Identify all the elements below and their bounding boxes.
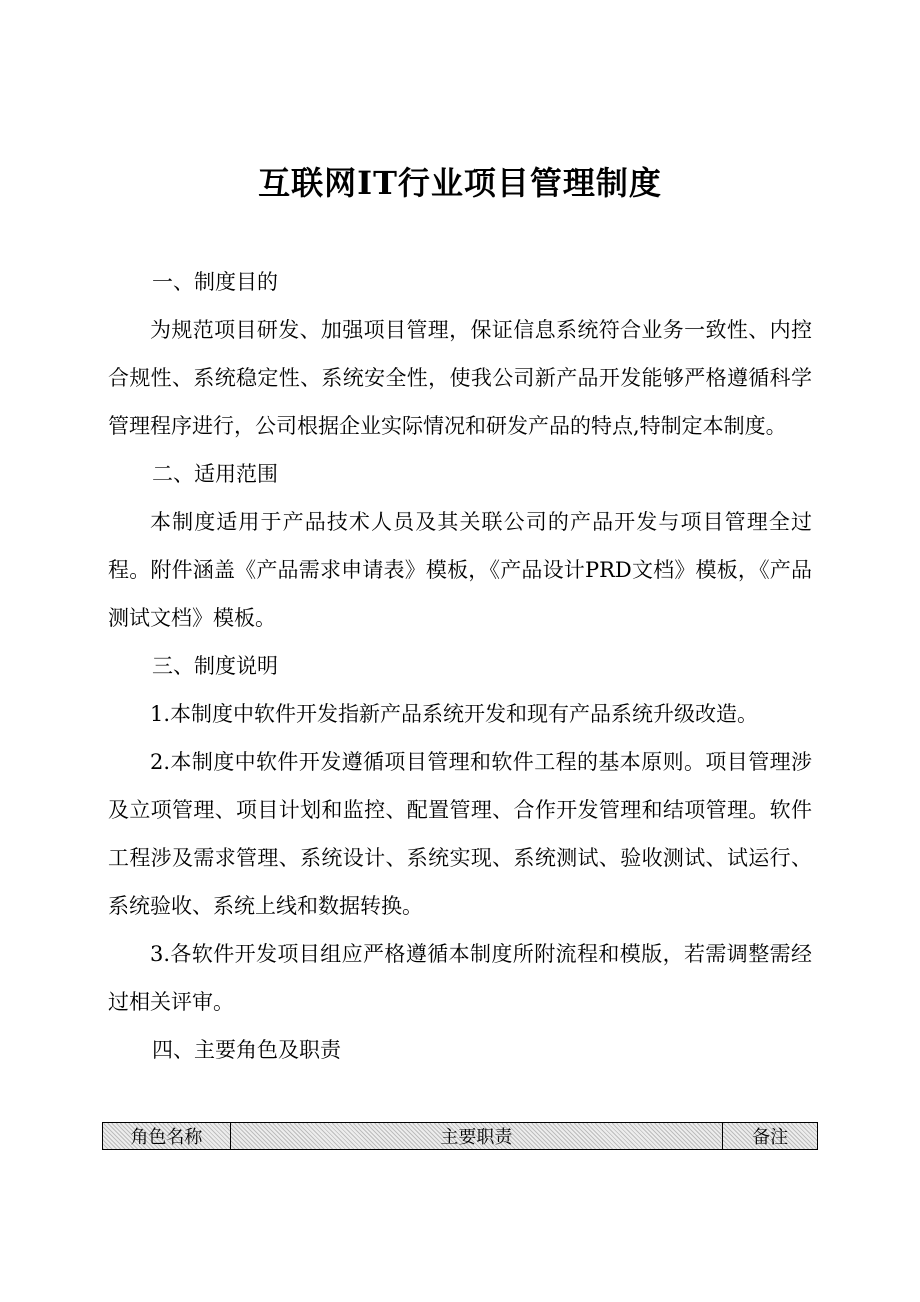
header-remarks: 备注	[723, 1123, 818, 1150]
roles-table	[102, 1122, 818, 1150]
paragraph-item-3: 3.各软件开发项目组应严格遵循本制度所附流程和模版，若需调整需经过相关评审。	[108, 942, 812, 1014]
document-title: 互联网IT行业项目管理制度	[258, 164, 662, 202]
paragraph-scope: 本制度适用于产品技术人员及其关联公司的产品开发与项目管理全过程。附件涵盖《产品需求申请表》模板，《产品设计PRD文档》模板，《产品测试文档》模板。	[108, 510, 812, 630]
section-heading-description: 三、制度说明	[152, 654, 278, 678]
section-heading-purpose: 一、制度目的	[152, 270, 278, 294]
section-heading-roles: 四、主要角色及职责	[152, 1038, 341, 1062]
roles-table-header-row	[103, 1123, 818, 1150]
document-body	[108, 258, 812, 1074]
header-main-duties: 主要职责	[230, 1123, 723, 1150]
paragraph-purpose: 为规范项目研发、加强项目管理，保证信息系统符合业务一致性、内控合规性、系统稳定性、系统安全性，使我公司新产品开发能够严格遵循科学管理程序进行，公司根据企业实际情况和研发产品的特点,特制定本制度。	[108, 318, 812, 438]
paragraph-item-2: 2.本制度中软件开发遵循项目管理和软件工程的基本原则。项目管理涉及立项管理、项目计划和监控、配置管理、合作开发管理和结项管理。软件工程涉及需求管理、系统设计、系统实现、系统测试、验收测试、试运行、系统验收、系统上线和数据转换。	[108, 750, 812, 918]
header-role-name: 角色名称	[103, 1123, 231, 1150]
section-heading-scope: 二、适用范围	[152, 462, 278, 486]
paragraph-item-1: 1.本制度中软件开发指新产品系统开发和现有产品系统升级改造。	[150, 702, 759, 726]
